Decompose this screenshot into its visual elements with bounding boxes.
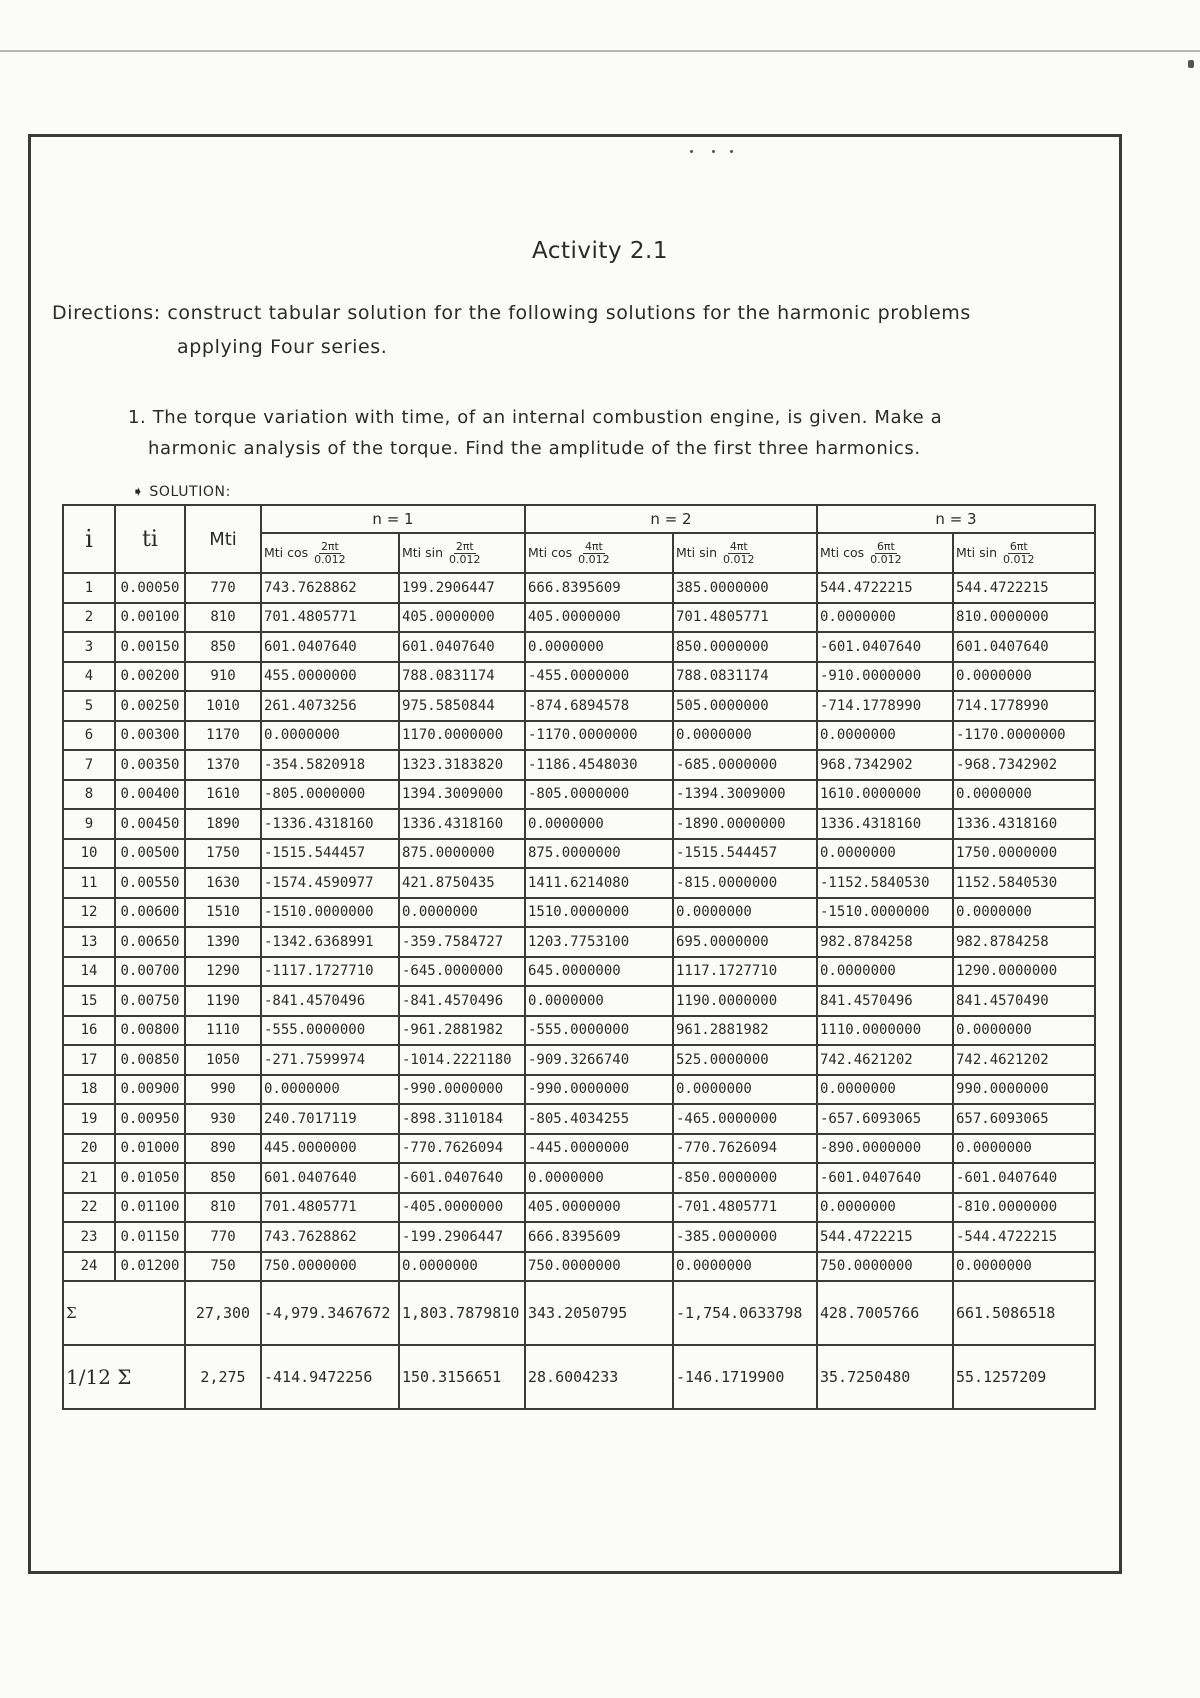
cell-sin-n1: -961.2881982 — [399, 1016, 525, 1046]
cell-sin-n2: 701.4805771 — [673, 603, 817, 633]
cell-cos-n1: -841.4570496 — [261, 986, 399, 1016]
cell-sin-n3: 0.0000000 — [953, 1016, 1095, 1046]
cell-sin-n3: 0.0000000 — [953, 662, 1095, 692]
table-row — [63, 603, 1095, 633]
cell-i: 10 — [63, 839, 115, 869]
problem-line2: harmonic analysis of the torque. Find the amplitude of the first three harmonics. — [148, 438, 921, 459]
cell-sin-n3: 742.4621202 — [953, 1045, 1095, 1075]
cell-mti: 1890 — [185, 809, 261, 839]
average-sin-n2: -146.1719900 — [673, 1345, 817, 1409]
cell-ti: 0.00500 — [115, 839, 185, 869]
table-row — [63, 1252, 1095, 1282]
cell-cos-n3: 0.0000000 — [817, 957, 953, 987]
cell-sin-n3: 0.0000000 — [953, 780, 1095, 810]
cell-sin-n1: -990.0000000 — [399, 1075, 525, 1105]
table-row — [63, 1134, 1095, 1164]
cell-cos-n2: 645.0000000 — [525, 957, 673, 987]
table-row — [63, 721, 1095, 751]
cell-mti: 910 — [185, 662, 261, 692]
sum-label: Σ — [63, 1281, 185, 1345]
cell-i: 22 — [63, 1193, 115, 1223]
cell-sin-n1: -359.7584727 — [399, 927, 525, 957]
cell-mti: 1390 — [185, 927, 261, 957]
cell-cos-n2: 1203.7753100 — [525, 927, 673, 957]
cell-sin-n1: -841.4570496 — [399, 986, 525, 1016]
cell-sin-n3: 810.0000000 — [953, 603, 1095, 633]
cell-ti: 0.00600 — [115, 898, 185, 928]
cell-i: 3 — [63, 632, 115, 662]
cell-cos-n2: -555.0000000 — [525, 1016, 673, 1046]
cell-i: 9 — [63, 809, 115, 839]
cell-mti: 1170 — [185, 721, 261, 751]
cell-i: 15 — [63, 986, 115, 1016]
cell-sin-n1: -898.3110184 — [399, 1104, 525, 1134]
cell-cos-n3: 544.4722215 — [817, 573, 953, 603]
cell-mti: 1290 — [185, 957, 261, 987]
cell-cos-n2: -990.0000000 — [525, 1075, 673, 1105]
cell-cos-n2: 0.0000000 — [525, 1163, 673, 1193]
cell-cos-n1: 261.4073256 — [261, 691, 399, 721]
header-n2: n = 2 — [525, 505, 817, 533]
table-row — [63, 1045, 1095, 1075]
table-row — [63, 691, 1095, 721]
header-cos-n2: Mti cos $\frac{4\pi t}{0.012}$ — [525, 533, 673, 573]
cell-ti: 0.01000 — [115, 1134, 185, 1164]
sum-cos-n2: 343.2050795 — [525, 1281, 673, 1345]
harmonic-analysis-table — [62, 504, 1096, 1410]
sum-row — [63, 1281, 1095, 1345]
cell-mti: 1110 — [185, 1016, 261, 1046]
cell-cos-n2: 1411.6214080 — [525, 868, 673, 898]
cell-mti: 1610 — [185, 780, 261, 810]
cell-cos-n1: -1117.1727710 — [261, 957, 399, 987]
cell-i: 12 — [63, 898, 115, 928]
cell-sin-n3: 1750.0000000 — [953, 839, 1095, 869]
average-mti: 2,275 — [185, 1345, 261, 1409]
cell-sin-n3: 544.4722215 — [953, 573, 1095, 603]
cell-sin-n2: 505.0000000 — [673, 691, 817, 721]
cell-i: 19 — [63, 1104, 115, 1134]
table-row — [63, 986, 1095, 1016]
average-cos-n2: 28.6004233 — [525, 1345, 673, 1409]
cell-cos-n2: 0.0000000 — [525, 809, 673, 839]
cell-mti: 810 — [185, 603, 261, 633]
arrow-icon: ➧ — [132, 484, 150, 500]
cell-ti: 0.01050 — [115, 1163, 185, 1193]
cell-sin-n2: 695.0000000 — [673, 927, 817, 957]
cell-mti: 750 — [185, 1252, 261, 1282]
cell-cos-n3: 0.0000000 — [817, 839, 953, 869]
cell-mti: 850 — [185, 632, 261, 662]
cell-sin-n3: 1336.4318160 — [953, 809, 1095, 839]
cell-cos-n1: -1515.544457 — [261, 839, 399, 869]
cell-sin-n2: -1515.544457 — [673, 839, 817, 869]
cell-sin-n2: 850.0000000 — [673, 632, 817, 662]
cell-cos-n1: -271.7599974 — [261, 1045, 399, 1075]
cell-sin-n3: -1170.0000000 — [953, 721, 1095, 751]
cell-sin-n2: 788.0831174 — [673, 662, 817, 692]
cell-ti: 0.01200 — [115, 1252, 185, 1282]
cell-cos-n3: -1152.5840530 — [817, 868, 953, 898]
cell-mti: 770 — [185, 573, 261, 603]
table-row — [63, 957, 1095, 987]
cell-sin-n1: 0.0000000 — [399, 1252, 525, 1282]
cell-i: 4 — [63, 662, 115, 692]
table-row — [63, 868, 1095, 898]
table-row — [63, 1104, 1095, 1134]
cell-sin-n1: 1170.0000000 — [399, 721, 525, 751]
cell-sin-n3: -810.0000000 — [953, 1193, 1095, 1223]
cell-sin-n2: 525.0000000 — [673, 1045, 817, 1075]
cell-sin-n2: -685.0000000 — [673, 750, 817, 780]
cell-cos-n3: 982.8784258 — [817, 927, 953, 957]
cell-cos-n2: 1510.0000000 — [525, 898, 673, 928]
cell-ti: 0.00250 — [115, 691, 185, 721]
cell-cos-n1: -1342.6368991 — [261, 927, 399, 957]
cell-sin-n3: 841.4570490 — [953, 986, 1095, 1016]
cell-cos-n2: -909.3266740 — [525, 1045, 673, 1075]
cell-sin-n1: -645.0000000 — [399, 957, 525, 987]
ink-dot — [1188, 60, 1194, 68]
cell-cos-n3: 1336.4318160 — [817, 809, 953, 839]
table-row — [63, 839, 1095, 869]
cell-ti: 0.00850 — [115, 1045, 185, 1075]
cell-cos-n1: 445.0000000 — [261, 1134, 399, 1164]
cell-sin-n3: 1290.0000000 — [953, 957, 1095, 987]
cell-i: 20 — [63, 1134, 115, 1164]
cell-sin-n1: -405.0000000 — [399, 1193, 525, 1223]
table-row — [63, 1193, 1095, 1223]
sum-cos-n1: -4,979.3467672 — [261, 1281, 399, 1345]
directions — [52, 296, 1112, 364]
cell-sin-n2: -385.0000000 — [673, 1222, 817, 1252]
average-cos-n1: -414.9472256 — [261, 1345, 399, 1409]
cell-mti: 1050 — [185, 1045, 261, 1075]
cell-sin-n3: -968.7342902 — [953, 750, 1095, 780]
table-row — [63, 780, 1095, 810]
sum-sin-n3: 661.5086518 — [953, 1281, 1095, 1345]
problem-line1: 1. The torque variation with time, of an internal combustion engine, is given. Make a — [128, 407, 943, 428]
cell-i: 7 — [63, 750, 115, 780]
cell-cos-n2: 405.0000000 — [525, 1193, 673, 1223]
cell-sin-n3: 0.0000000 — [953, 1252, 1095, 1282]
table-row — [63, 1222, 1095, 1252]
cell-ti: 0.00550 — [115, 868, 185, 898]
cell-cos-n2: -805.0000000 — [525, 780, 673, 810]
cell-sin-n1: 601.0407640 — [399, 632, 525, 662]
cell-cos-n1: 701.4805771 — [261, 603, 399, 633]
cell-ti: 0.00350 — [115, 750, 185, 780]
table-row — [63, 1163, 1095, 1193]
cell-cos-n3: -601.0407640 — [817, 632, 953, 662]
cell-ti: 0.01150 — [115, 1222, 185, 1252]
cell-cos-n1: -1336.4318160 — [261, 809, 399, 839]
table-row — [63, 662, 1095, 692]
cell-mti: 1630 — [185, 868, 261, 898]
cell-cos-n3: -890.0000000 — [817, 1134, 953, 1164]
cell-sin-n1: 875.0000000 — [399, 839, 525, 869]
cell-sin-n3: -544.4722215 — [953, 1222, 1095, 1252]
cell-cos-n2: 0.0000000 — [525, 986, 673, 1016]
cell-sin-n1: 1394.3009000 — [399, 780, 525, 810]
cell-ti: 0.00750 — [115, 986, 185, 1016]
directions-text-line2: applying Four series. — [177, 336, 388, 358]
cell-mti: 1010 — [185, 691, 261, 721]
cell-sin-n2: -1394.3009000 — [673, 780, 817, 810]
cell-sin-n1: -601.0407640 — [399, 1163, 525, 1193]
cell-sin-n2: 961.2881982 — [673, 1016, 817, 1046]
cell-cos-n1: -555.0000000 — [261, 1016, 399, 1046]
directions-label: Directions: — [52, 302, 161, 324]
cell-cos-n2: -805.4034255 — [525, 1104, 673, 1134]
cell-sin-n1: 405.0000000 — [399, 603, 525, 633]
cell-sin-n3: 657.6093065 — [953, 1104, 1095, 1134]
header-ti: ti — [115, 505, 185, 573]
header-cos-n3: Mti cos $\frac{6\pi t}{0.012}$ — [817, 533, 953, 573]
cell-cos-n1: 0.0000000 — [261, 1075, 399, 1105]
cell-cos-n1: 750.0000000 — [261, 1252, 399, 1282]
cell-cos-n2: -874.6894578 — [525, 691, 673, 721]
cell-sin-n2: -701.4805771 — [673, 1193, 817, 1223]
cell-sin-n2: -850.0000000 — [673, 1163, 817, 1193]
cell-cos-n3: 0.0000000 — [817, 721, 953, 751]
table-row — [63, 809, 1095, 839]
cell-cos-n1: -805.0000000 — [261, 780, 399, 810]
cell-i: 21 — [63, 1163, 115, 1193]
cell-sin-n1: 0.0000000 — [399, 898, 525, 928]
cell-sin-n1: -199.2906447 — [399, 1222, 525, 1252]
cell-cos-n2: -1186.4548030 — [525, 750, 673, 780]
average-sin-n3: 55.1257209 — [953, 1345, 1095, 1409]
sum-sin-n1: 1,803.7879810 — [399, 1281, 525, 1345]
cell-sin-n3: -601.0407640 — [953, 1163, 1095, 1193]
table-row — [63, 750, 1095, 780]
cell-cos-n2: 666.8395609 — [525, 1222, 673, 1252]
page-top-edge — [0, 50, 1200, 52]
header-mti: Mti — [185, 505, 261, 573]
cell-i: 1 — [63, 573, 115, 603]
cell-cos-n2: 666.8395609 — [525, 573, 673, 603]
cell-ti: 0.00150 — [115, 632, 185, 662]
cell-sin-n3: 601.0407640 — [953, 632, 1095, 662]
cell-sin-n1: -770.7626094 — [399, 1134, 525, 1164]
problem-statement — [128, 402, 1088, 464]
cell-ti: 0.00800 — [115, 1016, 185, 1046]
cell-cos-n1: 743.7628862 — [261, 573, 399, 603]
cell-i: 16 — [63, 1016, 115, 1046]
header-cos-n1: Mti cos $\frac{2\pi t}{0.012}$ — [261, 533, 399, 573]
cell-sin-n3: 982.8784258 — [953, 927, 1095, 957]
cell-mti: 1750 — [185, 839, 261, 869]
average-row — [63, 1345, 1095, 1409]
cell-cos-n3: -1510.0000000 — [817, 898, 953, 928]
cell-ti: 0.00450 — [115, 809, 185, 839]
cell-cos-n2: -1170.0000000 — [525, 721, 673, 751]
cell-ti: 0.00950 — [115, 1104, 185, 1134]
cell-i: 5 — [63, 691, 115, 721]
average-cos-n3: 35.7250480 — [817, 1345, 953, 1409]
cell-cos-n2: 875.0000000 — [525, 839, 673, 869]
cell-cos-n1: -1574.4590977 — [261, 868, 399, 898]
table-body — [63, 573, 1095, 1409]
cell-sin-n2: -770.7626094 — [673, 1134, 817, 1164]
cell-ti: 0.00050 — [115, 573, 185, 603]
sum-sin-n2: -1,754.0633798 — [673, 1281, 817, 1345]
table-row — [63, 573, 1095, 603]
table-row — [63, 1016, 1095, 1046]
cell-cos-n3: -657.6093065 — [817, 1104, 953, 1134]
average-label: 1/12 Σ — [63, 1345, 185, 1409]
cell-cos-n2: -445.0000000 — [525, 1134, 673, 1164]
cell-cos-n3: 0.0000000 — [817, 603, 953, 633]
cell-cos-n3: 1110.0000000 — [817, 1016, 953, 1046]
sum-cos-n3: 428.7005766 — [817, 1281, 953, 1345]
cell-cos-n1: 240.7017119 — [261, 1104, 399, 1134]
cell-i: 8 — [63, 780, 115, 810]
cell-sin-n1: 199.2906447 — [399, 573, 525, 603]
cell-cos-n1: -354.5820918 — [261, 750, 399, 780]
cell-i: 6 — [63, 721, 115, 751]
cell-i: 24 — [63, 1252, 115, 1282]
cell-sin-n2: -815.0000000 — [673, 868, 817, 898]
directions-text-line1: construct tabular solution for the following solutions for the harmonic problems — [167, 302, 971, 324]
cell-i: 11 — [63, 868, 115, 898]
cell-cos-n3: 742.4621202 — [817, 1045, 953, 1075]
cell-ti: 0.00200 — [115, 662, 185, 692]
cell-sin-n2: 0.0000000 — [673, 1075, 817, 1105]
cell-sin-n3: 0.0000000 — [953, 1134, 1095, 1164]
cell-mti: 930 — [185, 1104, 261, 1134]
cell-cos-n3: 968.7342902 — [817, 750, 953, 780]
header-n3: n = 3 — [817, 505, 1095, 533]
cell-mti: 1190 — [185, 986, 261, 1016]
cell-cos-n3: -910.0000000 — [817, 662, 953, 692]
cell-cos-n3: 841.4570496 — [817, 986, 953, 1016]
cell-i: 13 — [63, 927, 115, 957]
header-i: i — [63, 505, 115, 573]
cell-cos-n2: 405.0000000 — [525, 603, 673, 633]
cell-sin-n1: 1323.3183820 — [399, 750, 525, 780]
average-sin-n1: 150.3156651 — [399, 1345, 525, 1409]
cell-cos-n1: 701.4805771 — [261, 1193, 399, 1223]
cell-ti: 0.00300 — [115, 721, 185, 751]
cell-cos-n3: 544.4722215 — [817, 1222, 953, 1252]
cell-cos-n2: -455.0000000 — [525, 662, 673, 692]
table-row — [63, 898, 1095, 928]
header-sin-n3: Mti sin $\frac{6\pi t}{0.012}$ — [953, 533, 1095, 573]
cell-ti: 0.00700 — [115, 957, 185, 987]
cell-sin-n2: -1890.0000000 — [673, 809, 817, 839]
cell-sin-n2: -465.0000000 — [673, 1104, 817, 1134]
cell-sin-n1: 788.0831174 — [399, 662, 525, 692]
cell-sin-n2: 0.0000000 — [673, 1252, 817, 1282]
cell-cos-n1: 455.0000000 — [261, 662, 399, 692]
cell-sin-n2: 1117.1727710 — [673, 957, 817, 987]
solution-label: ➧ SOLUTION: — [132, 484, 231, 500]
cell-sin-n2: 0.0000000 — [673, 898, 817, 928]
cell-mti: 890 — [185, 1134, 261, 1164]
cell-cos-n1: 0.0000000 — [261, 721, 399, 751]
cell-cos-n1: 601.0407640 — [261, 632, 399, 662]
table-row — [63, 927, 1095, 957]
cell-ti: 0.00900 — [115, 1075, 185, 1105]
cell-i: 23 — [63, 1222, 115, 1252]
header-n1: n = 1 — [261, 505, 525, 533]
cell-mti: 1370 — [185, 750, 261, 780]
cell-cos-n2: 750.0000000 — [525, 1252, 673, 1282]
cell-i: 2 — [63, 603, 115, 633]
cell-sin-n2: 1190.0000000 — [673, 986, 817, 1016]
cell-cos-n2: 0.0000000 — [525, 632, 673, 662]
cell-mti: 990 — [185, 1075, 261, 1105]
header-sin-n2: Mti sin $\frac{4\pi t}{0.012}$ — [673, 533, 817, 573]
cell-mti: 850 — [185, 1163, 261, 1193]
cell-cos-n3: 0.0000000 — [817, 1075, 953, 1105]
header-sin-n1: Mti sin $\frac{2\pi t}{0.012}$ — [399, 533, 525, 573]
cell-sin-n3: 714.1778990 — [953, 691, 1095, 721]
cell-ti: 0.01100 — [115, 1193, 185, 1223]
cell-ti: 0.00100 — [115, 603, 185, 633]
cell-cos-n1: 601.0407640 — [261, 1163, 399, 1193]
cell-cos-n3: -714.1778990 — [817, 691, 953, 721]
cell-sin-n3: 0.0000000 — [953, 898, 1095, 928]
cell-cos-n3: 1610.0000000 — [817, 780, 953, 810]
cell-sin-n2: 385.0000000 — [673, 573, 817, 603]
cell-sin-n1: -1014.2221180 — [399, 1045, 525, 1075]
sum-mti: 27,300 — [185, 1281, 261, 1345]
cell-cos-n3: -601.0407640 — [817, 1163, 953, 1193]
cell-mti: 770 — [185, 1222, 261, 1252]
cell-sin-n1: 1336.4318160 — [399, 809, 525, 839]
cell-sin-n1: 975.5850844 — [399, 691, 525, 721]
cell-sin-n1: 421.8750435 — [399, 868, 525, 898]
cell-ti: 0.00400 — [115, 780, 185, 810]
page-title: Activity 2.1 — [532, 238, 668, 264]
cell-cos-n1: -1510.0000000 — [261, 898, 399, 928]
cell-sin-n3: 1152.5840530 — [953, 868, 1095, 898]
cell-i: 14 — [63, 957, 115, 987]
cell-ti: 0.00650 — [115, 927, 185, 957]
cell-sin-n2: 0.0000000 — [673, 721, 817, 751]
cell-mti: 810 — [185, 1193, 261, 1223]
cell-mti: 1510 — [185, 898, 261, 928]
cell-cos-n3: 750.0000000 — [817, 1252, 953, 1282]
table-row — [63, 632, 1095, 662]
table-row — [63, 1075, 1095, 1105]
cell-i: 18 — [63, 1075, 115, 1105]
cell-cos-n3: 0.0000000 — [817, 1193, 953, 1223]
cell-sin-n3: 990.0000000 — [953, 1075, 1095, 1105]
cell-i: 17 — [63, 1045, 115, 1075]
cell-cos-n1: 743.7628862 — [261, 1222, 399, 1252]
